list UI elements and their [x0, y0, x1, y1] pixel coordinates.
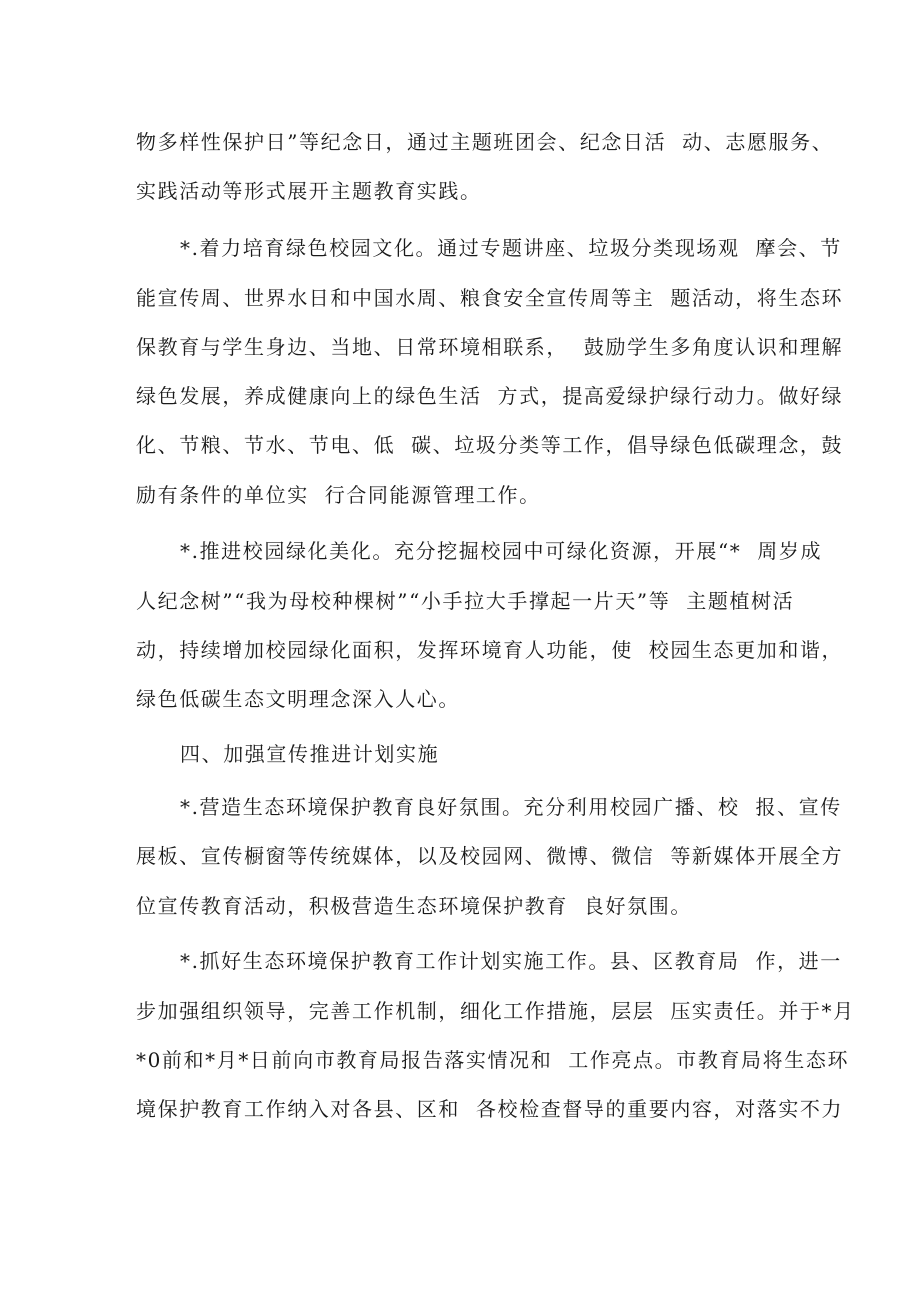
text-line: 境保护教育工作纳入对各县、区和 各校检查督导的重要内容，对落实不力: [136, 1097, 844, 1121]
text-line: 物多样性保护日”等纪念日，通过主题班团会、纪念日活 动、志愿服务、: [136, 130, 834, 154]
text-line: 动，持续增加校园绿化面积，发挥环境育人功能，使 校园生态更加和谐，: [136, 638, 844, 662]
text-line: *.着力培育绿色校园文化。通过专题讲座、垃圾分类现场观 摩会、节: [180, 236, 842, 260]
text-line: 化、节粮、节水、节电、低 碳、垃圾分类等工作，倡导绿色低碳理念，鼓: [136, 433, 844, 457]
text-line: 人纪念树”“我为母校种棵树”“小手拉大手撑起一片天”等 主题植树活: [136, 589, 795, 613]
text-line: 位宣传教育活动，积极营造生态环境保护教育 良好氛围。: [136, 894, 692, 918]
text-line: *.抓好生态环境保护教育工作计划实施工作。县、区教育局 作，进一: [180, 949, 842, 973]
text-line: 绿色发展，养成健康向上的绿色生活 方式，提高爱绿护绿行动力。做好绿: [136, 384, 844, 408]
text-line: 实践活动等形式展开主题教育实践。: [136, 179, 482, 203]
text-line: 展板、宣传橱窗等传统媒体，以及校园网、微博、微信 等新媒体开展全方: [136, 844, 844, 868]
text-line: 保教育与学生身边、当地、日常环境相联系， 鼓励学生多角度认识和理解: [136, 335, 844, 359]
section-heading: 四、加强宣传推进计划实施: [180, 742, 440, 766]
text-line: 能宣传周、世界水日和中国水周、粮食安全宣传周等主 题活动，将生态环: [136, 286, 844, 310]
text-line: *0前和*月*日前向市教育局报告落实情况和 工作亮点。市教育局将生态环: [136, 1048, 850, 1072]
text-line: 绿色低碳生态文明理念深入人心。: [136, 687, 460, 711]
text-line: *.营造生态环境保护教育良好氛围。充分利用校园广播、校 报、宣传: [180, 795, 842, 819]
text-line: *.推进校园绿化美化。充分挖掘校园中可绿化资源，开展“* 周岁成: [180, 539, 823, 563]
text-line: 励有条件的单位实 行合同能源管理工作。: [136, 483, 541, 507]
text-line: 步加强组织领导，完善工作机制，细化工作措施，层层 压实责任。并于*月: [136, 999, 855, 1023]
